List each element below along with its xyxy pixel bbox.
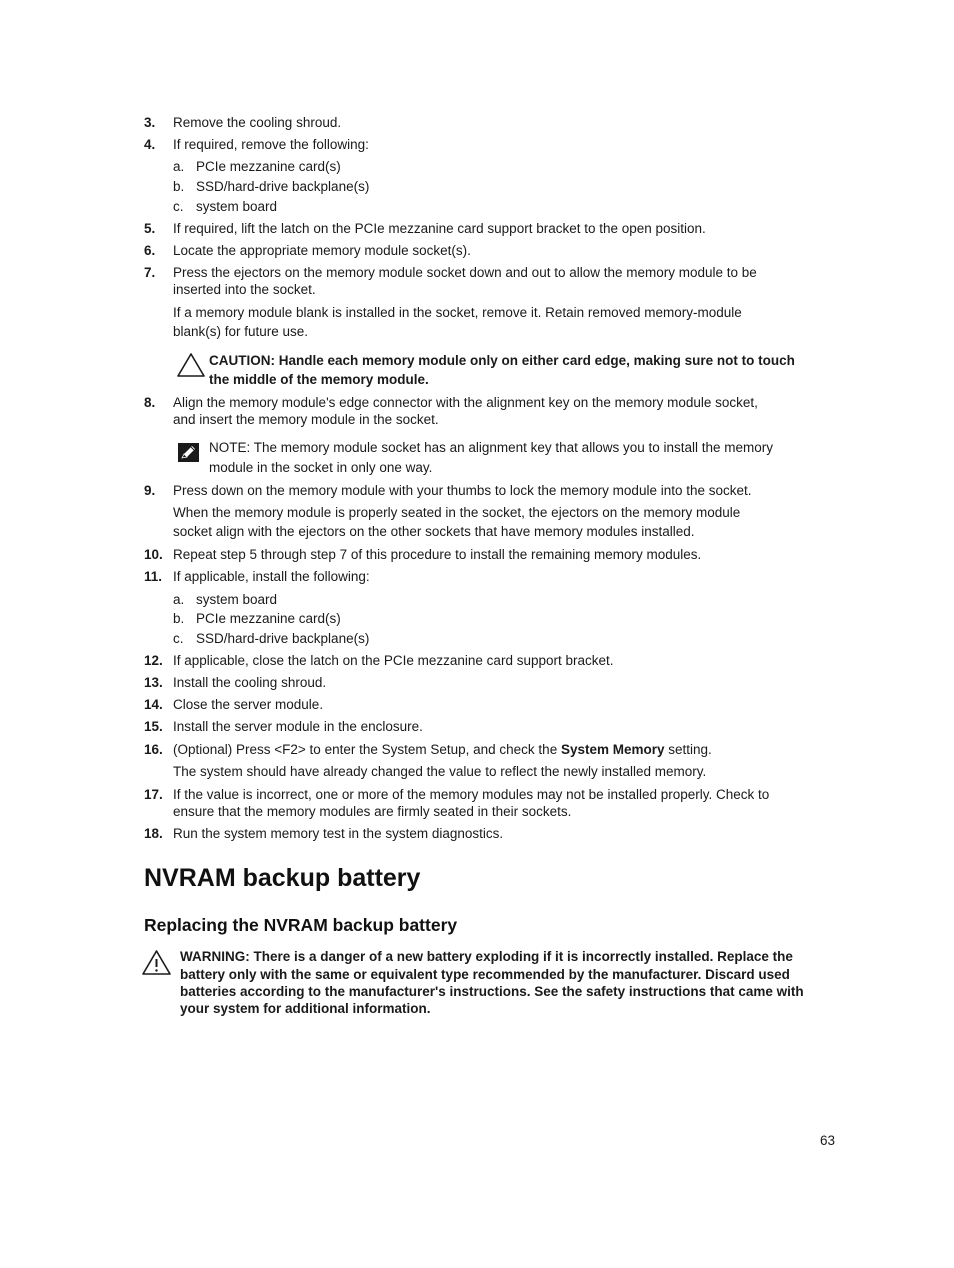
step-text: Align the memory module's edge connector with the alignment key on the memory module socket, bbox=[173, 395, 758, 410]
warning-text: batteries according to the manufacturer's instructions. See the safety instructions that came with bbox=[180, 984, 804, 999]
step-number: 7. bbox=[144, 265, 156, 280]
list-letter: a. bbox=[173, 159, 185, 174]
note-text: module in the socket in only one way. bbox=[209, 460, 433, 475]
step-text: If required, remove the following: bbox=[173, 137, 369, 152]
step-number: 4. bbox=[144, 137, 156, 152]
caution-text: CAUTION: Handle each memory module only on either card edge, making sure not to touch bbox=[209, 353, 795, 368]
list-letter: b. bbox=[173, 179, 185, 194]
setting-name: System Memory bbox=[560, 742, 665, 757]
section-subtitle: Replacing the NVRAM backup battery bbox=[144, 915, 458, 935]
step-number: 18. bbox=[144, 826, 163, 841]
step-paragraph: blank(s) for future use. bbox=[173, 324, 309, 339]
step-text: Run the system memory test in the system diagnostics. bbox=[173, 826, 504, 841]
step-number: 5. bbox=[144, 221, 156, 236]
step-number: 14. bbox=[144, 697, 163, 712]
step-number: 8. bbox=[144, 395, 156, 410]
step-text: Press the ejectors on the memory module socket down and out to allow the memory module to be bbox=[173, 265, 757, 280]
list-item: SSD/hard-drive backplane(s) bbox=[196, 631, 370, 646]
list-letter: c. bbox=[173, 631, 184, 646]
step-number: 15. bbox=[144, 719, 163, 734]
note-pencil-icon bbox=[178, 443, 199, 462]
step-number: 12. bbox=[144, 653, 163, 668]
list-item: PCIe mezzanine card(s) bbox=[196, 159, 341, 174]
step-paragraph: socket align with the ejectors on the other sockets that have memory modules installed. bbox=[173, 524, 695, 539]
list-letter: c. bbox=[173, 199, 184, 214]
step-text: If applicable, close the latch on the PCIe mezzanine card support bracket. bbox=[173, 653, 614, 668]
note-text: NOTE: The memory module socket has an alignment key that allows you to install the memory bbox=[209, 440, 774, 455]
step-number: 9. bbox=[144, 483, 156, 498]
step-text: Locate the appropriate memory module socket(s). bbox=[173, 243, 471, 258]
step-text: If applicable, install the following: bbox=[173, 569, 370, 584]
step-text: If the value is incorrect, one or more of the memory modules may not be installed properly. Check to bbox=[173, 787, 770, 802]
step-text: inserted into the socket. bbox=[173, 282, 316, 297]
step-number: 10. bbox=[144, 547, 163, 562]
step-text: and insert the memory module in the socket. bbox=[173, 412, 439, 427]
step-number: 6. bbox=[144, 243, 156, 258]
step-number: 16. bbox=[144, 742, 163, 757]
step-text: If required, lift the latch on the PCIe mezzanine card support bracket to the open position. bbox=[173, 221, 706, 236]
caution-text: the middle of the memory module. bbox=[209, 372, 429, 387]
step-text: ensure that the memory modules are firmly seated in their sockets. bbox=[173, 804, 572, 819]
list-letter: a. bbox=[173, 592, 185, 607]
step-paragraph: If a memory module blank is installed in the socket, remove it. Retain removed memory-module bbox=[173, 305, 742, 320]
note-label: NOTE: bbox=[209, 440, 251, 455]
warning-triangle-icon bbox=[176, 352, 206, 378]
warning-text: battery only with the same or equivalent type recommended by the manufacturer. Discard used bbox=[180, 967, 790, 982]
step-text: Close the server module. bbox=[173, 697, 324, 712]
list-letter: b. bbox=[173, 611, 185, 626]
step-number: 13. bbox=[144, 675, 163, 690]
step-text: Install the server module in the enclosure. bbox=[173, 719, 423, 734]
page-number: 63 bbox=[820, 1133, 836, 1148]
list-item: PCIe mezzanine card(s) bbox=[196, 611, 341, 626]
step-number: 17. bbox=[144, 787, 163, 802]
warning-triangle-icon bbox=[141, 949, 172, 976]
list-item: system board bbox=[196, 199, 278, 214]
step-text: Remove the cooling shroud. bbox=[173, 115, 342, 130]
warning-text: your system for additional information. bbox=[180, 1001, 431, 1016]
step-number: 11. bbox=[144, 569, 163, 584]
step-number: 3. bbox=[144, 115, 156, 130]
step-paragraph: When the memory module is properly seated in the socket, the ejectors on the memory module bbox=[173, 505, 741, 520]
step-paragraph: The system should have already changed the value to reflect the newly installed memory. bbox=[173, 764, 707, 779]
step-text: Press down on the memory module with your thumbs to lock the memory module into the socket. bbox=[173, 483, 752, 498]
list-item: system board bbox=[196, 592, 278, 607]
step-text: (Optional) Press <F2> to enter the System Setup, and check the System Memory setting. bbox=[173, 742, 712, 757]
step-text: Install the cooling shroud. bbox=[173, 675, 327, 690]
list-item: SSD/hard-drive backplane(s) bbox=[196, 179, 370, 194]
warning-text: WARNING: There is a danger of a new battery exploding if it is incorrectly installed. Replace the bbox=[180, 949, 793, 964]
section-title: NVRAM backup battery bbox=[144, 864, 421, 892]
step-text: Repeat step 5 through step 7 of this procedure to install the remaining memory modules. bbox=[173, 547, 702, 562]
